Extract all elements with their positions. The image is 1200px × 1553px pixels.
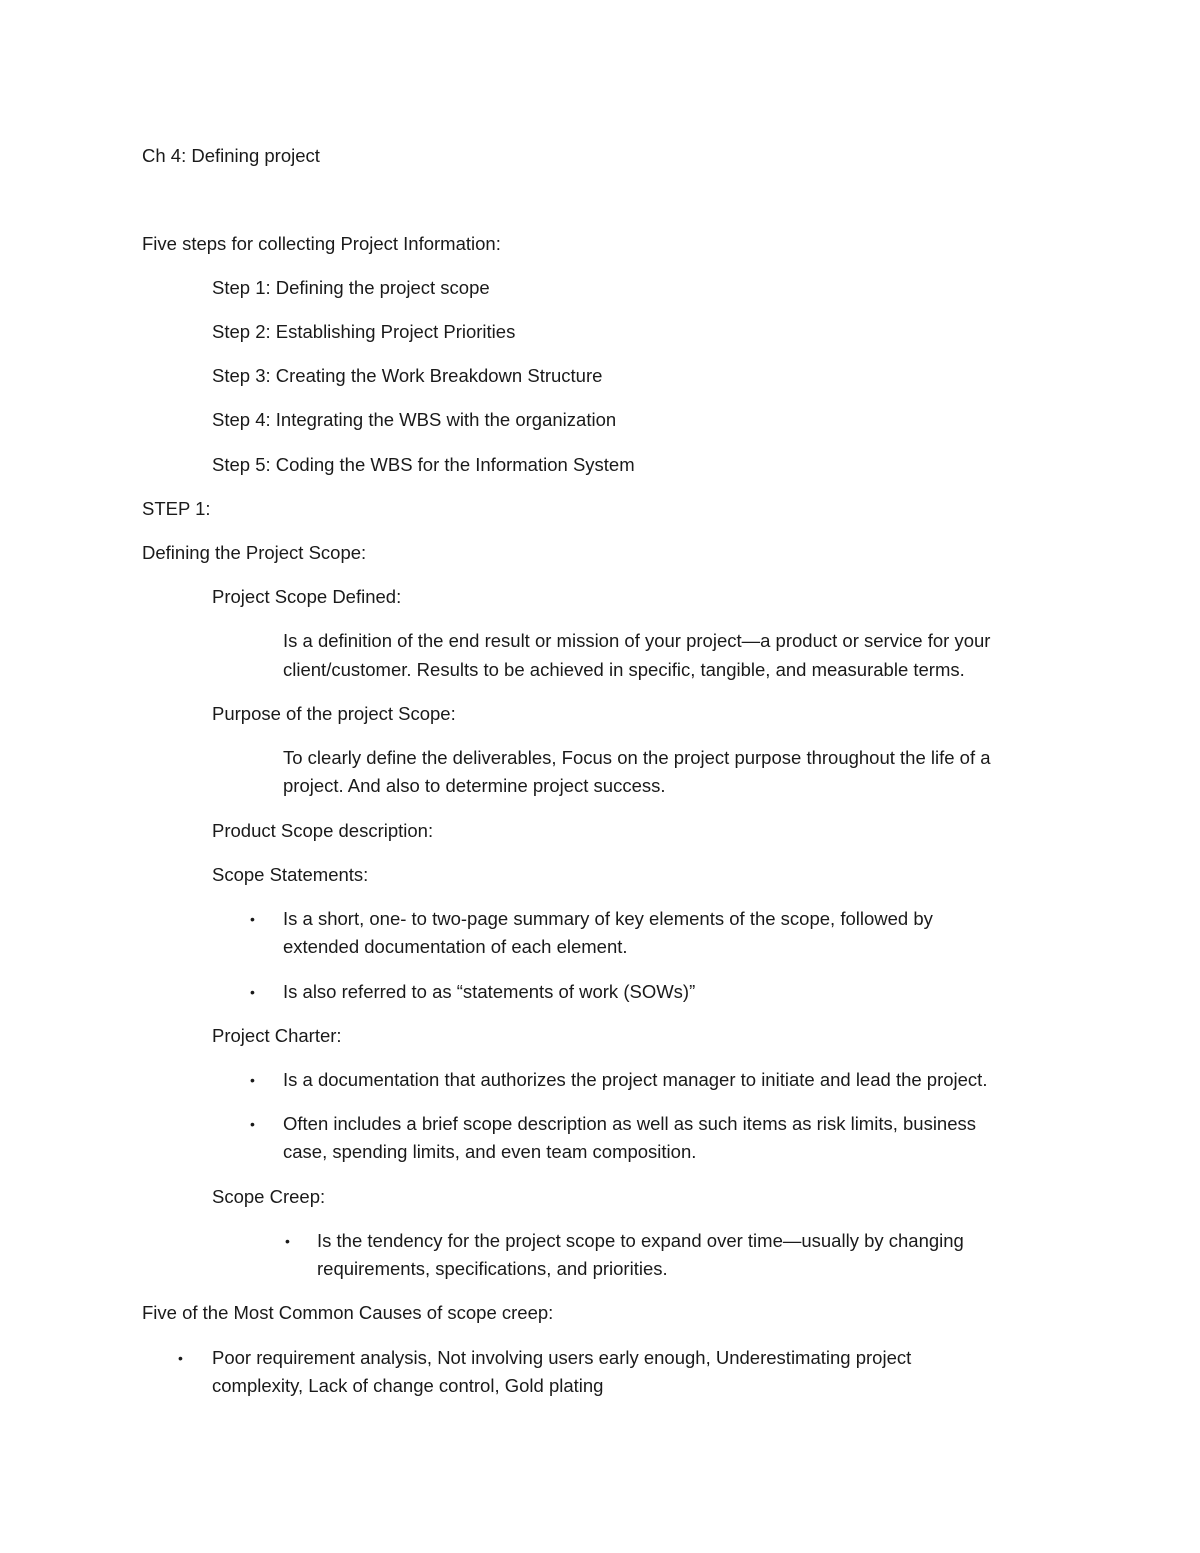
scope-defined-line-2: client/customer. Results to be achieved in specific, tangible, and measurable terms. xyxy=(283,659,965,680)
bullet-icon: • xyxy=(250,911,255,927)
purpose-line-2: project. And also to determine project success. xyxy=(283,775,666,796)
causes-bullet-line-2: complexity, Lack of change control, Gold plating xyxy=(212,1375,604,1396)
scope-creep-heading: Scope Creep: xyxy=(212,1186,326,1207)
scope-defined-heading: Project Scope Defined: xyxy=(212,586,402,607)
step-item-5: Step 5: Coding the WBS for the Information System xyxy=(212,454,635,475)
scope-statements-bullet2: Is also referred to as “statements of work (SOWs)” xyxy=(283,981,696,1002)
step-item-2: Step 2: Establishing Project Priorities xyxy=(212,321,516,342)
project-charter-heading: Project Charter: xyxy=(212,1025,342,1046)
causes-heading: Five of the Most Common Causes of scope creep: xyxy=(142,1302,554,1323)
bullet-icon: • xyxy=(178,1350,183,1366)
scope-creep-bullet-line-1: Is the tendency for the project scope to expand over time—usually by changing xyxy=(317,1230,964,1251)
product-scope-heading: Product Scope description: xyxy=(212,820,434,841)
step-item-3: Step 3: Creating the Work Breakdown Structure xyxy=(212,365,603,386)
project-charter-bullet2-line-2: case, spending limits, and even team composition. xyxy=(283,1141,697,1162)
step1-label: STEP 1: xyxy=(142,498,211,519)
scope-statements-heading: Scope Statements: xyxy=(212,864,369,885)
scope-statements-bullet1-line-1: Is a short, one- to two-page summary of key elements of the scope, followed by xyxy=(283,908,933,929)
project-charter-bullet1: Is a documentation that authorizes the project manager to initiate and lead the project. xyxy=(283,1069,988,1090)
causes-bullet-line-1: Poor requirement analysis, Not involving users early enough, Underestimating project xyxy=(212,1347,912,1368)
bullet-icon: • xyxy=(250,984,255,1000)
purpose-line-1: To clearly define the deliverables, Focus on the project purpose throughout the life of a xyxy=(283,747,991,768)
project-charter-bullet2-line-1: Often includes a brief scope description as well as such items as risk limits, business xyxy=(283,1113,977,1134)
scope-defined-line-1: Is a definition of the end result or mission of your project—a product or service for your xyxy=(283,630,991,651)
five-steps-heading: Five steps for collecting Project Information: xyxy=(142,233,501,254)
scope-creep-bullet-line-2: requirements, specifications, and priorities. xyxy=(317,1258,668,1279)
bullet-icon: • xyxy=(285,1233,290,1249)
defining-scope-heading: Defining the Project Scope: xyxy=(142,542,367,563)
step-item-1: Step 1: Defining the project scope xyxy=(212,277,490,298)
purpose-heading: Purpose of the project Scope: xyxy=(212,703,456,724)
bullet-icon: • xyxy=(250,1116,255,1132)
scope-statements-bullet1-line-2: extended documentation of each element. xyxy=(283,936,628,957)
document-title: Ch 4: Defining project xyxy=(142,145,320,166)
step-item-4: Step 4: Integrating the WBS with the organization xyxy=(212,409,617,430)
bullet-icon: • xyxy=(250,1072,255,1088)
